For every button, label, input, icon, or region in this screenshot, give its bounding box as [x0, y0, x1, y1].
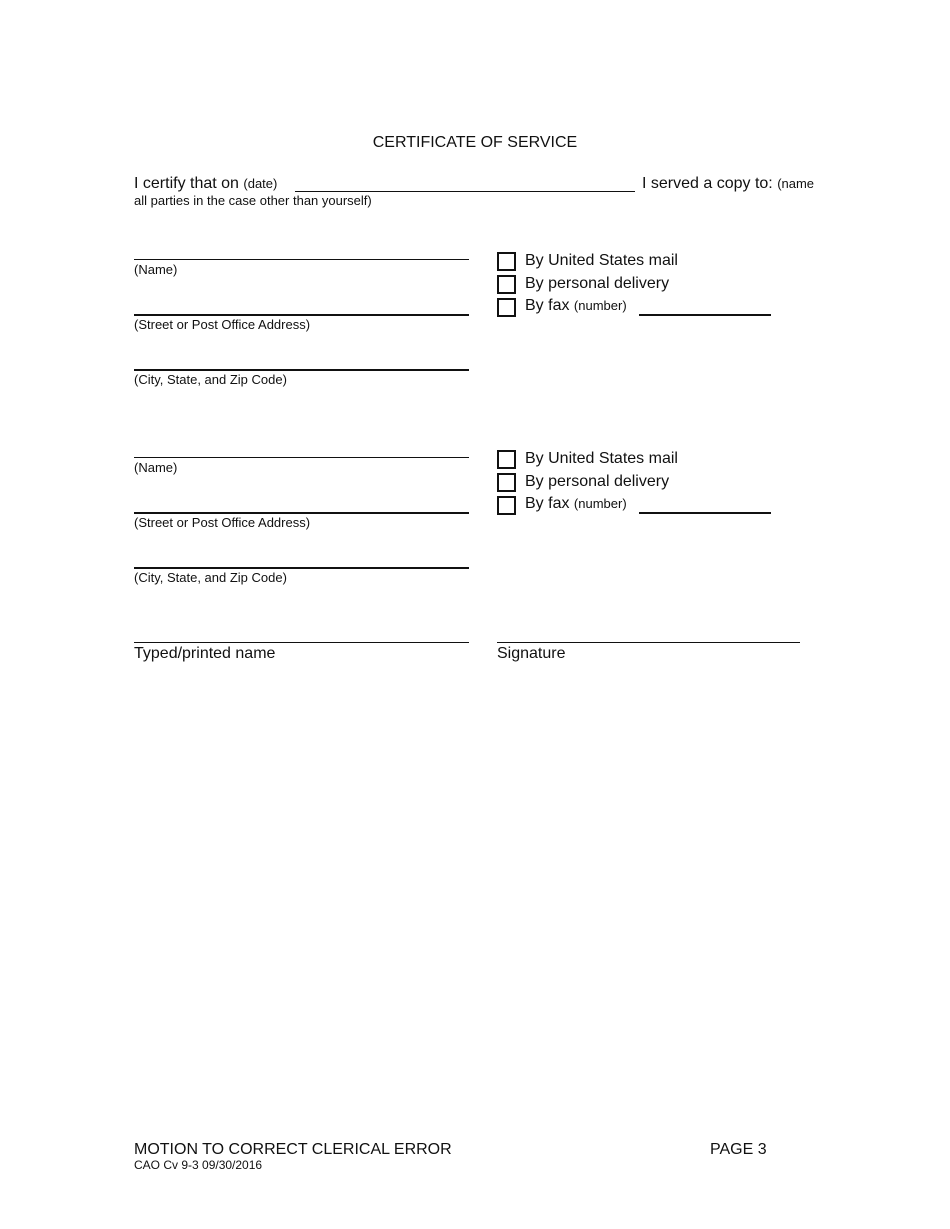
street-label: (Street or Post Office Address): [134, 317, 311, 332]
personal-delivery-checkbox[interactable]: [497, 275, 516, 294]
fax-label: By fax: [525, 495, 570, 512]
personal-delivery-label: By personal delivery: [525, 473, 670, 490]
city-input-line[interactable]: [134, 369, 469, 371]
street-input-line[interactable]: [134, 512, 469, 514]
served-text: I served a copy to:: [642, 175, 773, 192]
printed-name-input-line[interactable]: [134, 642, 469, 643]
mail-option-label: By United States mail: [525, 450, 678, 467]
fax-option: [525, 495, 627, 513]
city-label: (City, State, and Zip Code): [134, 372, 287, 387]
mail-option-label: By United States mail: [525, 252, 678, 269]
footer-form-code: CAO Cv 9-3 09/30/2016: [134, 1158, 263, 1172]
street-input-line[interactable]: [134, 314, 469, 316]
signature-label: Signature: [497, 645, 566, 662]
fax-number-label: (number): [573, 496, 627, 511]
certify-statement: [134, 175, 277, 193]
mail-checkbox[interactable]: [497, 450, 516, 469]
name-input-line[interactable]: [134, 457, 469, 458]
city-input-line[interactable]: [134, 567, 469, 569]
fax-checkbox[interactable]: [497, 496, 516, 515]
fax-label: By fax: [525, 297, 570, 314]
parties-continuation: all parties in the case other than yourself): [134, 193, 372, 208]
mail-checkbox[interactable]: [497, 252, 516, 271]
fax-number-label: (number): [573, 298, 627, 313]
date-label: (date): [243, 176, 278, 191]
city-label: (City, State, and Zip Code): [134, 570, 287, 585]
fax-checkbox[interactable]: [497, 298, 516, 317]
certify-prefix: I certify that on: [134, 175, 239, 192]
name-input-line[interactable]: [134, 259, 469, 260]
served-statement: [642, 175, 814, 193]
street-label: (Street or Post Office Address): [134, 515, 311, 530]
footer-form-title: MOTION TO CORRECT CLERICAL ERROR: [134, 1141, 452, 1158]
recipient-name-label: (name: [777, 176, 815, 191]
document-title: CERTIFICATE OF SERVICE: [372, 134, 578, 151]
fax-number-input-line[interactable]: [639, 314, 771, 316]
date-input-line[interactable]: [295, 191, 635, 192]
signature-input-line[interactable]: [497, 642, 800, 643]
name-label: (Name): [134, 262, 178, 277]
name-label: (Name): [134, 460, 178, 475]
fax-option: [525, 297, 627, 315]
footer-page-number: PAGE 3: [710, 1141, 767, 1158]
fax-number-input-line[interactable]: [639, 512, 771, 514]
personal-delivery-checkbox[interactable]: [497, 473, 516, 492]
personal-delivery-label: By personal delivery: [525, 275, 670, 292]
printed-name-label: Typed/printed name: [134, 645, 276, 662]
